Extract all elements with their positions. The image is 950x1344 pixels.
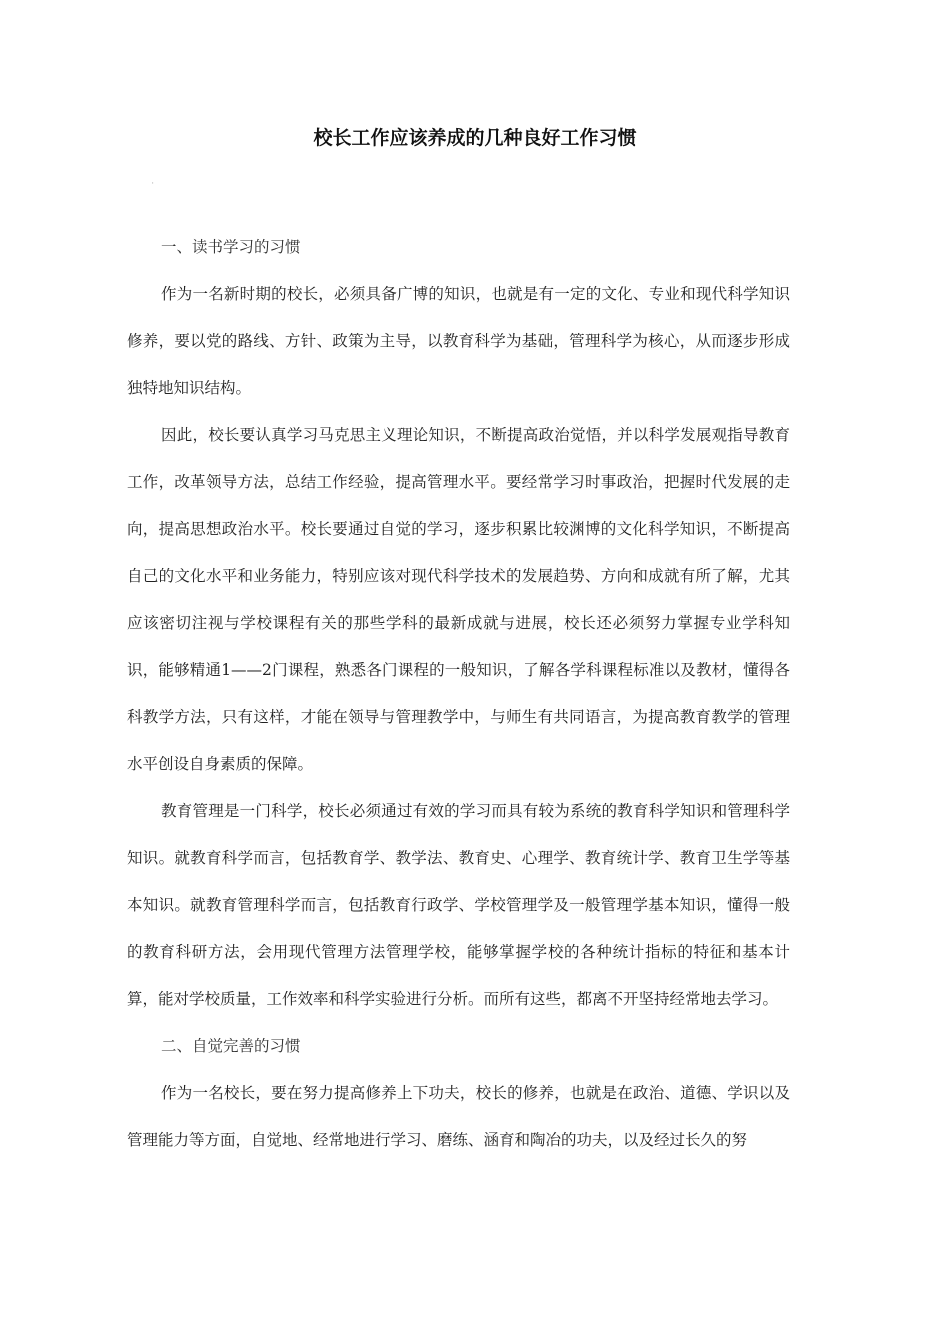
stray-mark: ': [152, 182, 154, 189]
document-title: 校长工作应该养成的几种良好工作习惯: [313, 127, 637, 149]
paragraph: 作为一名新时期的校长，必须具备广博的知识，也就是有一定的文化、专业和现代科学知识修养，要以党的路线、方针、政策为主导，以教育科学为基础，管理科学为核心，从而逐步形成独特地知识结构。: [127, 285, 790, 397]
document-body: [127, 224, 790, 1164]
paragraph: 因此，校长要认真学习马克思主义理论知识，不断提高政治觉悟，并以科学发展观指导教育工作，改革领导方法，总结工作经验，提高管理水平。要经常学习时事政治，把握时代发展的走向，提高思想政治水平。校长要通过自觉的学习，逐步积累比较渊博的文化科学知识，不断提高自己的文化水平和业务能力，特别应该对现代科学技术的发展趋势、方向和成就有所了解，尤其应该密切注视与学校课程有关的那些学科的最新成就与进展，校长还必须努力掌握专业学科知识，能够精通1——2门课程，熟悉各门课程的一般知识，了解各学科课程标准以及教材，懂得各科教学方法，只有这样，才能在领导与管理教学中，与师生有共同语言，为提高教育教学的管理水平创设自身素质的保障。: [127, 426, 790, 773]
paragraph: 作为一名校长，要在努力提高修养上下功夫，校长的修养，也就是在政治、道德、学识以及管理能力等方面，自觉地、经常地进行学习、磨练、涵育和陶冶的功夫，以及经过长久的努: [127, 1084, 790, 1149]
paragraph: 教育管理是一门科学，校长必须通过有效的学习而具有较为系统的教育科学知识和管理科学知识。就教育科学而言，包括教育学、教学法、教育史、心理学、教育统计学、教育卫生学等基本知识。就教育管理科学而言，包括教育行政学、学校管理学及一般管理学基本知识，懂得一般的教育科研方法，会用现代管理方法管理学校，能够掌握学校的各种统计指标的特征和基本计算，能对学校质量，工作效率和科学实验进行分析。而所有这些，都离不开坚持经常地去学习。: [127, 802, 790, 1008]
section-heading-1: 一、读书学习的习惯: [161, 238, 301, 256]
section-heading-2: 二、自觉完善的习惯: [161, 1037, 301, 1055]
